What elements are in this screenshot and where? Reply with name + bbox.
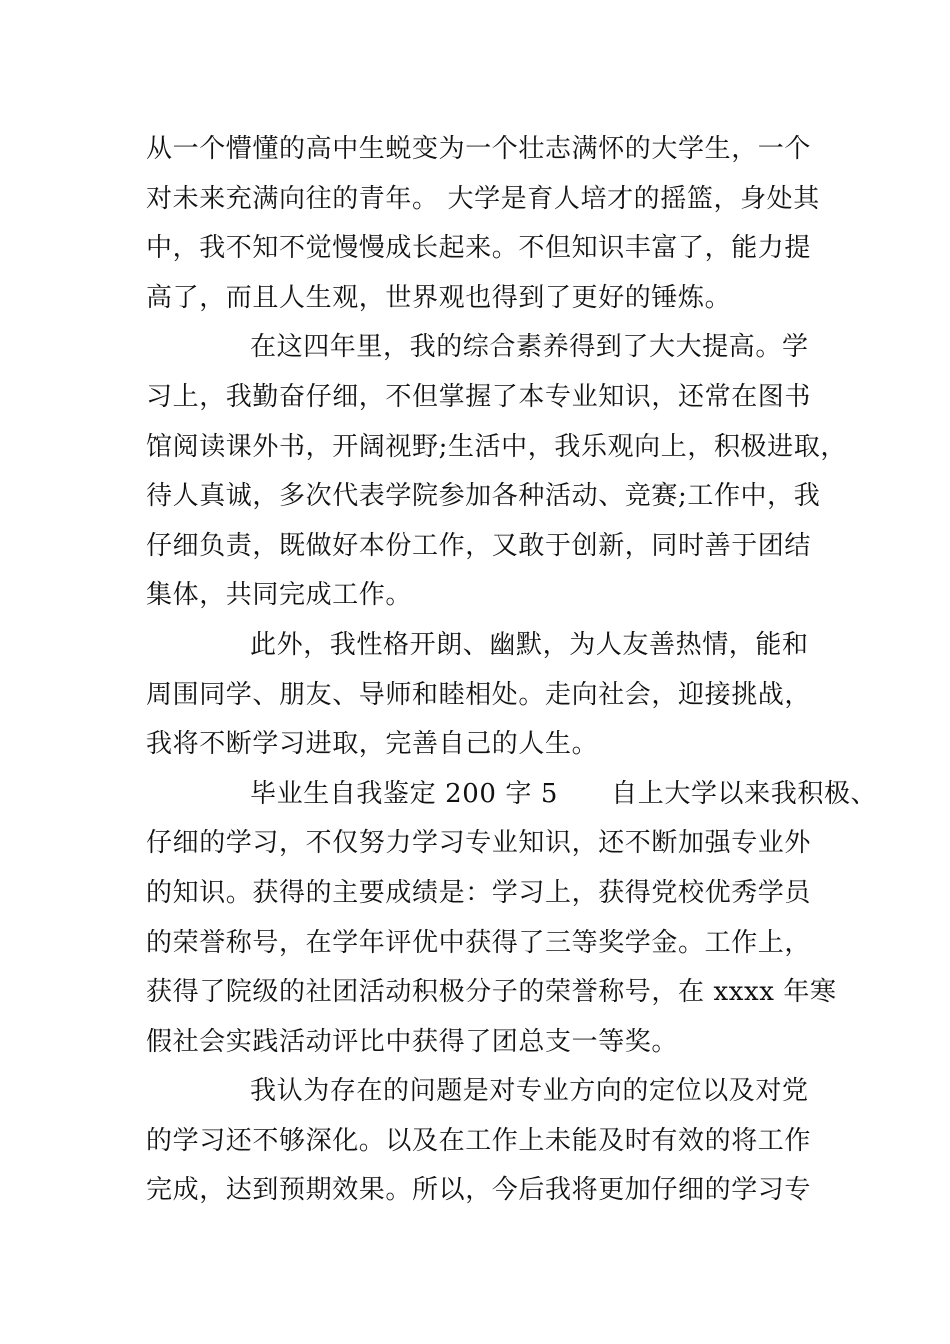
text-line: 仔细负责，既做好本份工作，又敢于创新，同时善于团结: [146, 530, 812, 561]
text-line: 馆阅读课外书，开阔视野;生活中，我乐观向上，积极进取，: [146, 431, 847, 462]
text-line: 习上，我勤奋仔细，不但掌握了本专业知识，还常在图书: [146, 381, 812, 412]
text-line: 周围同学、朋友、导师和睦相处。走向社会，迎接挑战，: [146, 679, 812, 710]
text-line: 待人真诚，多次代表学院参加各种活动、竞赛;工作中，我: [146, 481, 821, 512]
text-line: 假社会实践活动评比中获得了团总支一等奖。: [146, 1026, 679, 1057]
text-line: 高了，而且人生观，世界观也得到了更好的锤炼。: [146, 282, 732, 313]
text-line: 的荣誉称号，在学年评优中获得了三等奖学金。工作上，: [146, 927, 812, 958]
text-line: 的学习还不够深化。以及在工作上未能及时有效的将工作: [146, 1125, 812, 1156]
paragraph-first-line: 在这四年里，我的综合素养得到了大大提高。学: [250, 332, 809, 363]
text-line: 从一个懵懂的高中生蜕变为一个壮志满怀的大学生，一个: [146, 134, 812, 164]
paragraph-first-line: 我认为存在的问题是对专业方向的定位以及对党: [250, 1076, 809, 1107]
paragraph-first-line: 此外，我性格开朗、幽默，为人友善热情，能和: [250, 629, 809, 660]
section-heading-line: 毕业生自我鉴定 200 字 5 自上大学以来我积极、: [250, 778, 878, 809]
text-line: 对未来充满向往的青年。 大学是育人培才的摇篮，身处其: [146, 183, 820, 214]
document-body: [146, 125, 878, 1216]
text-line: 集体，共同完成工作。: [146, 580, 413, 611]
text-line: 完成，达到预期效果。所以，今后我将更加仔细的学习专: [146, 1175, 812, 1206]
text-line: 的知识。获得的主要成绩是：学习上，获得党校优秀学员: [146, 877, 812, 908]
text-line: 仔细的学习，不仅努力学习专业知识，还不断加强专业外: [146, 828, 812, 859]
text-line: 获得了院级的社团活动积极分子的荣誉称号，在 xxxx 年寒: [146, 977, 837, 1008]
text-line: 我将不断学习进取，完善自己的人生。: [146, 729, 599, 760]
text-line: 中，我不知不觉慢慢成长起来。不但知识丰富了，能力提: [146, 233, 812, 264]
